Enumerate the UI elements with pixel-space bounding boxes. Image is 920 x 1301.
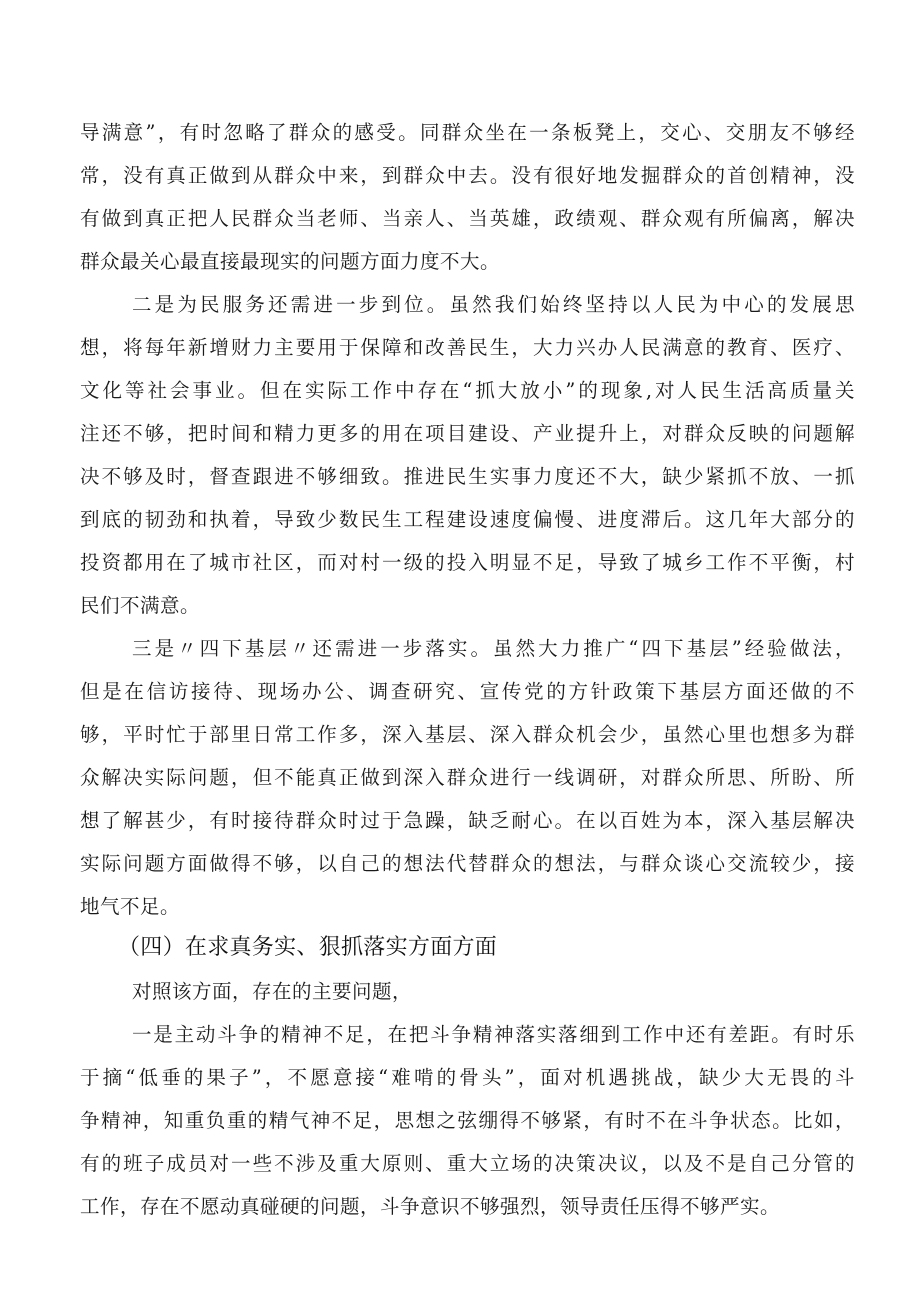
para3-line-5: 想了解甚少，有时接待群众时过于急躁，缺乏耐心。在以百姓为本，深入基层解决 xyxy=(80,809,855,832)
para5-line-2: 于摘“低垂的果子”，不愿意接“难啃的骨头”，面对机遇挑战，缺少大无畏的斗 xyxy=(80,1066,855,1089)
para2-line-7: 投资都用在了城市社区，而对村一级的投入明显不足，导致了城乡工作不平衡，村 xyxy=(80,551,855,574)
para5-line-5: 工作，存在不愿动真碰硬的问题，斗争意识不够强烈，领导责任压得不够严实。 xyxy=(80,1195,781,1218)
para2-line-1: 二是为民服务还需进一步到位。虽然我们始终坚持以人民为中心的发展思 xyxy=(132,293,855,316)
para3-line-1: 三是〃四下基层〃还需进一步落实。虽然大力推广“四下基层”经验做法， xyxy=(132,637,855,660)
para1-line-1: 导满意”，有时忽略了群众的感受。同群众坐在一条板凳上，交心、交朋友不够经 xyxy=(80,121,855,144)
para1-line-4: 群众最关心最直接最现实的问题方面力度不大。 xyxy=(80,250,501,273)
para2-line-3: 文化等社会事业。但在实际工作中存在“抓大放小”的现象,对人民生活高质量关 xyxy=(80,379,855,402)
para3-line-3: 够，平时忙于部里日常工作多，深入基层、深入群众机会少，虽然心里也想多为群 xyxy=(80,723,855,746)
para5-line-4: 有的班子成员对一些不涉及重大原则、重大立场的决策决议，以及不是自己分管的 xyxy=(80,1152,855,1175)
para2-line-6: 到底的韧劲和执着，导致少数民生工程建设速度偏慢、进度滞后。这几年大部分的 xyxy=(80,508,855,531)
para2-line-8: 民们不满意。 xyxy=(80,594,201,617)
para1-line-2: 常，没有真正做到从群众中来，到群众中去。没有很好地发掘群众的首创精神，没 xyxy=(80,164,855,187)
para4-line-1: 对照该方面，存在的主要问题， xyxy=(132,980,413,1003)
para3-line-6: 实际问题方面做得不够，以自己的想法代替群众的想法，与群众谈心交流较少，接 xyxy=(80,852,855,875)
para3-line-2: 但是在信访接待、现场办公、调查研究、宣传党的方针政策下基层方面还做的不 xyxy=(80,680,855,703)
para5-line-1: 一是主动斗争的精神不足，在把斗争精神落实落细到工作中还有差距。有时乐 xyxy=(132,1023,855,1046)
section-heading: （四）在求真务实、狠抓落实方面方面 xyxy=(118,935,498,960)
para5-line-3: 争精神，知重负重的精气神不足，思想之弦绷得不够紧，有时不在斗争状态。比如， xyxy=(80,1109,855,1132)
para1-line-3: 有做到真正把人民群众当老师、当亲人、当英雄，政绩观、群众观有所偏离，解决 xyxy=(80,207,855,230)
para3-line-7: 地气不足。 xyxy=(80,895,181,918)
para2-line-5: 决不够及时，督查跟进不够细致。推进民生实事力度还不大，缺少紧抓不放、一抓 xyxy=(80,465,855,488)
para3-line-4: 众解决实际问题，但不能真正做到深入群众进行一线调研，对群众所思、所盼、所 xyxy=(80,766,855,789)
para2-line-4: 注还不够，把时间和精力更多的用在项目建设、产业提升上，对群众反映的问题解 xyxy=(80,422,855,445)
para2-line-2: 想，将每年新增财力主要用于保障和改善民生，大力兴办人民满意的教育、医疗、 xyxy=(80,336,855,359)
